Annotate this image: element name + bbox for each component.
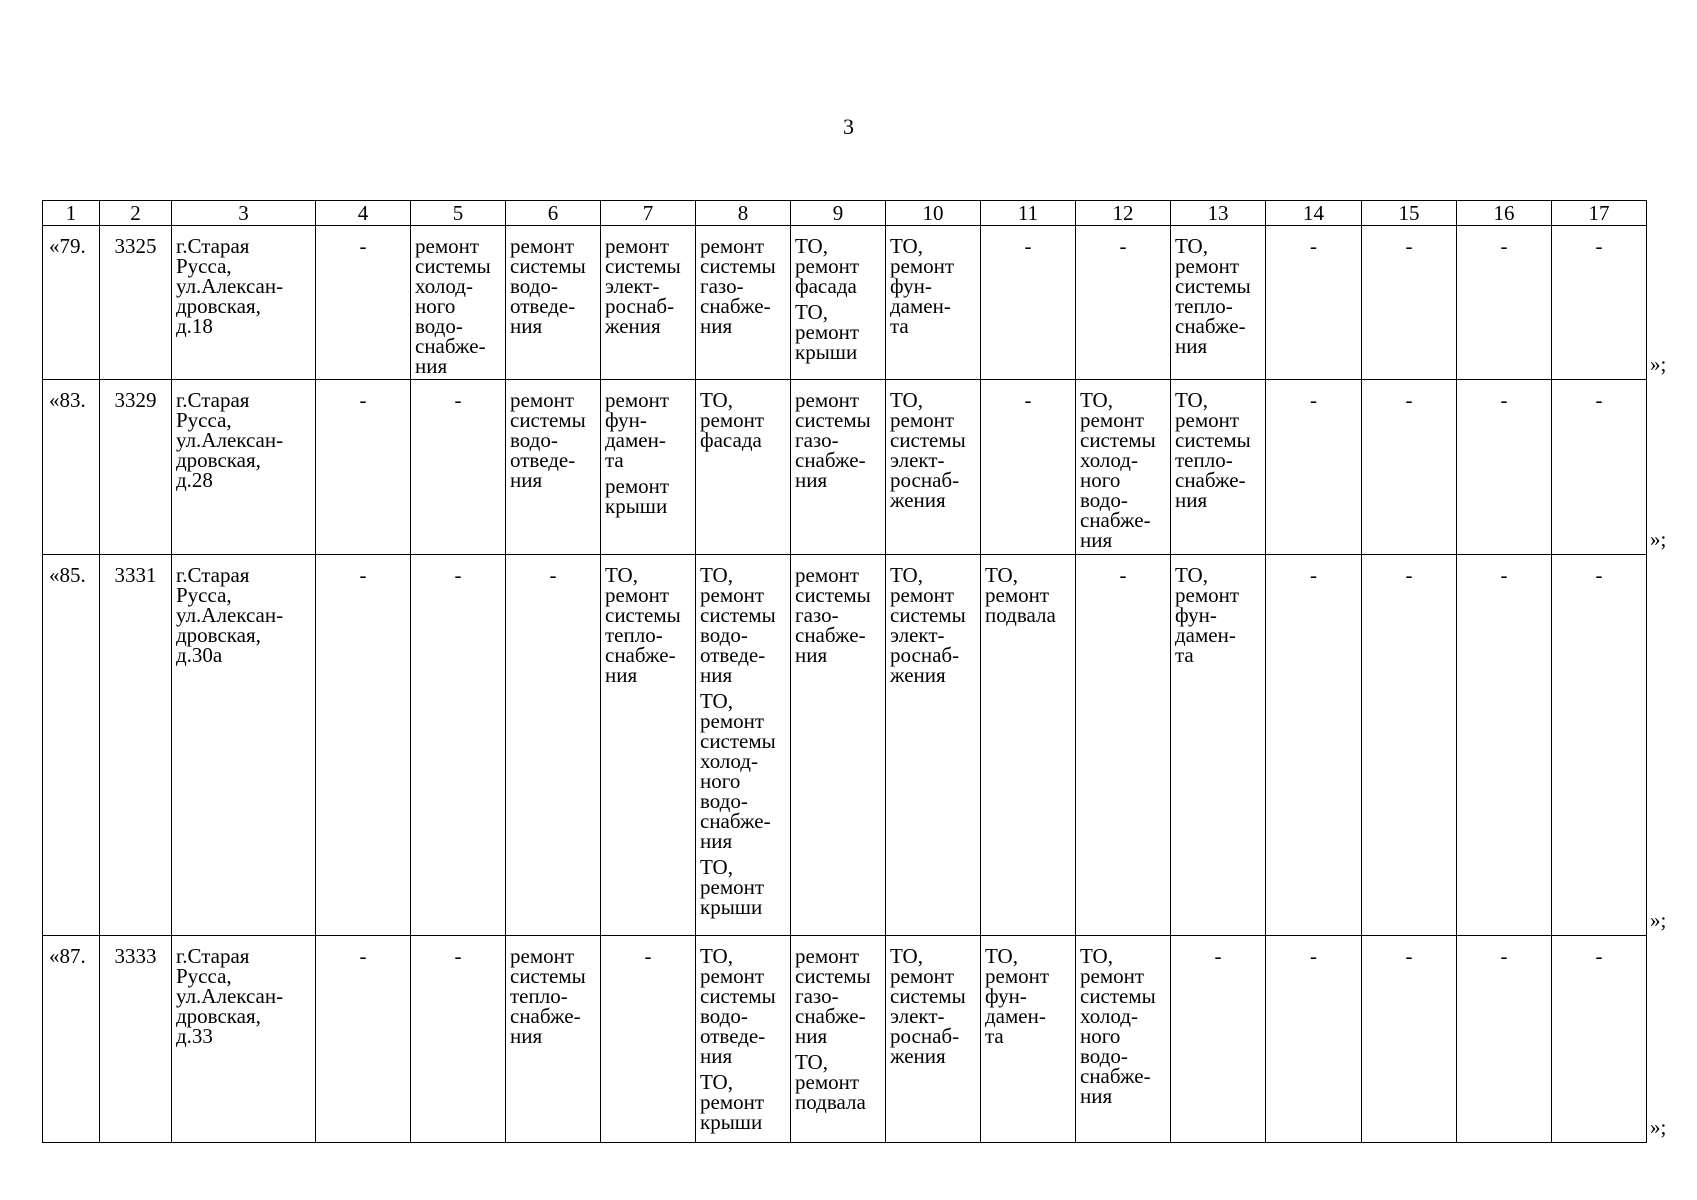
empty-dash: -	[359, 234, 367, 258]
column-header-7: 7	[601, 201, 696, 226]
work-cell-8	[696, 380, 791, 555]
work-cell-5	[411, 226, 506, 380]
repair-schedule-table	[42, 200, 1647, 1143]
empty-dash: -	[1405, 944, 1413, 968]
work-cell-7	[601, 380, 696, 555]
empty-dash: -	[359, 563, 367, 587]
work-cell-13	[1171, 936, 1266, 1143]
empty-dash: -	[1119, 563, 1127, 587]
work-cell-15	[1362, 936, 1457, 1143]
table-header-row	[43, 201, 1647, 226]
work-cell-10	[886, 380, 981, 555]
column-header-17: 17	[1552, 201, 1647, 226]
empty-dash: -	[1024, 234, 1032, 258]
work-item: ремонт системы элект- роснаб- жения	[605, 234, 681, 338]
work-cell-13	[1171, 555, 1266, 936]
work-cell-7	[601, 226, 696, 380]
address-cell: г.Старая Русса, ул.Алексан- дровская, д.18	[172, 226, 316, 380]
column-header-6: 6	[506, 201, 601, 226]
work-cell-9	[791, 936, 886, 1143]
work-item: ремонт фун- дамен- та	[605, 388, 670, 472]
column-header-5: 5	[411, 201, 506, 226]
empty-dash: -	[1405, 388, 1413, 412]
work-cell-11	[981, 555, 1076, 936]
work-cell-15	[1362, 226, 1457, 380]
empty-dash: -	[1310, 563, 1317, 587]
work-cell-11	[981, 226, 1076, 380]
work-cell-15	[1362, 380, 1457, 555]
table-row	[43, 380, 1647, 555]
work-item: ремонт системы газо- снабже- ния	[700, 234, 776, 338]
column-header-9: 9	[791, 201, 886, 226]
work-item: ремонт системы водо- отведе- ния	[510, 234, 586, 338]
object-code: 3325	[100, 226, 172, 380]
page-number: 3	[843, 114, 854, 139]
column-header-1: 1	[43, 201, 100, 226]
work-item: ремонт системы газо- снабже- ния	[795, 388, 871, 492]
work-cell-16	[1457, 555, 1552, 936]
empty-dash: -	[1500, 388, 1508, 412]
work-item: ТО, ремонт фасада	[795, 234, 860, 298]
work-cell-11	[981, 936, 1076, 1143]
object-code: 3331	[100, 555, 172, 936]
empty-dash: -	[1119, 234, 1127, 258]
work-cell-8	[696, 226, 791, 380]
empty-dash: -	[1214, 944, 1222, 968]
work-cell-12	[1076, 936, 1171, 1143]
work-cell-10	[886, 936, 981, 1143]
empty-dash: -	[1310, 234, 1317, 258]
work-cell-14	[1266, 555, 1362, 936]
empty-dash: -	[1024, 388, 1032, 412]
empty-dash: -	[359, 388, 367, 412]
work-item: ремонт крыши	[605, 474, 670, 518]
work-item: ТО, ремонт фун- дамен- та	[985, 944, 1050, 1048]
column-header-12: 12	[1076, 201, 1171, 226]
work-cell-17	[1552, 555, 1647, 936]
work-cell-14	[1266, 380, 1362, 555]
row-end-mark: »;	[1650, 1114, 1667, 1139]
work-cell-5	[411, 380, 506, 555]
work-item: ТО, ремонт системы холод- ного водо- снабже- ния	[700, 689, 776, 853]
work-item: ТО, ремонт системы элект- роснаб- жения	[890, 944, 966, 1068]
work-cell-11	[981, 380, 1076, 555]
work-cell-9	[791, 555, 886, 936]
table-row	[43, 936, 1647, 1143]
work-cell-17	[1552, 936, 1647, 1143]
work-cell-10	[886, 226, 981, 380]
column-header-11: 11	[981, 201, 1076, 226]
empty-dash: -	[1595, 234, 1603, 258]
work-cell-17	[1552, 380, 1647, 555]
work-cell-4	[316, 380, 411, 555]
empty-dash: -	[1310, 944, 1317, 968]
row-number: «79.	[43, 226, 100, 380]
empty-dash: -	[1405, 563, 1413, 587]
work-cell-5	[411, 555, 506, 936]
column-header-16: 16	[1457, 201, 1552, 226]
empty-dash: -	[1595, 563, 1603, 587]
column-header-14: 14	[1266, 201, 1362, 226]
work-cell-17	[1552, 226, 1647, 380]
work-cell-8	[696, 555, 791, 936]
column-header-2: 2	[100, 201, 172, 226]
work-item: ТО, ремонт системы тепло- снабже- ния	[1175, 234, 1251, 358]
work-cell-13	[1171, 380, 1266, 555]
column-header-15: 15	[1362, 201, 1457, 226]
empty-dash: -	[454, 944, 462, 968]
empty-dash: -	[1500, 234, 1508, 258]
work-cell-9	[791, 380, 886, 555]
work-cell-7	[601, 555, 696, 936]
empty-dash: -	[454, 388, 462, 412]
work-cell-7	[601, 936, 696, 1143]
work-item: ТО, ремонт крыши	[700, 855, 765, 919]
work-item: ремонт системы холод- ного водо- снабже- ния	[415, 234, 491, 378]
empty-dash: -	[1500, 944, 1508, 968]
table-row	[43, 226, 1647, 380]
column-header-3: 3	[172, 201, 316, 226]
work-item: ТО, ремонт подвала	[795, 1050, 866, 1114]
column-header-4: 4	[316, 201, 411, 226]
work-item: ТО, ремонт системы элект- роснаб- жения	[890, 563, 966, 687]
empty-dash: -	[1595, 388, 1603, 412]
work-cell-6	[506, 936, 601, 1143]
work-cell-14	[1266, 226, 1362, 380]
work-cell-15	[1362, 555, 1457, 936]
work-cell-12	[1076, 226, 1171, 380]
work-cell-8	[696, 936, 791, 1143]
work-cell-5	[411, 936, 506, 1143]
work-item: ремонт системы газо- снабже- ния	[795, 944, 871, 1048]
work-cell-4	[316, 555, 411, 936]
work-item: ТО, ремонт крыши	[700, 1070, 765, 1134]
work-cell-6	[506, 226, 601, 380]
work-cell-4	[316, 936, 411, 1143]
row-number: «87.	[43, 936, 100, 1143]
object-code: 3329	[100, 380, 172, 555]
address-cell: г.Старая Русса, ул.Алексан- дровская, д.30а	[172, 555, 316, 936]
row-end-mark: »;	[1650, 351, 1667, 376]
empty-dash: -	[1310, 388, 1317, 412]
work-item: ТО, ремонт системы тепло- снабже- ния	[605, 563, 681, 687]
work-cell-10	[886, 555, 981, 936]
column-header-8: 8	[696, 201, 791, 226]
work-cell-13	[1171, 226, 1266, 380]
empty-dash: -	[454, 563, 462, 587]
address-cell: г.Старая Русса, ул.Алексан- дровская, д.33	[172, 936, 316, 1143]
work-item: ТО, ремонт системы холод- ного водо- снабже- ния	[1080, 388, 1156, 552]
work-item: ремонт системы газо- снабже- ния	[795, 563, 871, 667]
address-cell: г.Старая Русса, ул.Алексан- дровская, д.28	[172, 380, 316, 555]
work-cell-6	[506, 380, 601, 555]
row-end-mark: »;	[1650, 526, 1667, 551]
work-cell-14	[1266, 936, 1362, 1143]
empty-dash: -	[549, 563, 557, 587]
work-item: ТО, ремонт системы элект- роснаб- жения	[890, 388, 966, 512]
work-cell-16	[1457, 936, 1552, 1143]
column-header-10: 10	[886, 201, 981, 226]
row-number: «83.	[43, 380, 100, 555]
work-cell-6	[506, 555, 601, 936]
empty-dash: -	[1595, 944, 1603, 968]
column-header-13: 13	[1171, 201, 1266, 226]
work-item: ТО, ремонт фун- дамен- та	[890, 234, 955, 338]
work-item: ТО, ремонт подвала	[985, 563, 1056, 627]
work-cell-12	[1076, 380, 1171, 555]
work-cell-16	[1457, 380, 1552, 555]
object-code: 3333	[100, 936, 172, 1143]
empty-dash: -	[359, 944, 367, 968]
work-cell-4	[316, 226, 411, 380]
work-item: ТО, ремонт фасада	[700, 388, 765, 452]
table-row	[43, 555, 1647, 936]
work-cell-12	[1076, 555, 1171, 936]
work-item: ТО, ремонт фун- дамен- та	[1175, 563, 1240, 667]
work-item: ремонт системы водо- отведе- ния	[510, 388, 586, 492]
work-item: ТО, ремонт крыши	[795, 300, 860, 364]
work-cell-9	[791, 226, 886, 380]
row-number: «85.	[43, 555, 100, 936]
work-item: ТО, ремонт системы холод- ного водо- снабже- ния	[1080, 944, 1156, 1108]
work-item: ТО, ремонт системы водо- отведе- ния	[700, 563, 776, 687]
work-item: ремонт системы тепло- снабже- ния	[510, 944, 586, 1048]
work-item: ТО, ремонт системы тепло- снабже- ния	[1175, 388, 1251, 512]
work-cell-16	[1457, 226, 1552, 380]
empty-dash: -	[1405, 234, 1413, 258]
row-end-mark: »;	[1650, 907, 1667, 932]
work-item: ТО, ремонт системы водо- отведе- ния	[700, 944, 776, 1068]
empty-dash: -	[644, 944, 652, 968]
empty-dash: -	[1500, 563, 1508, 587]
